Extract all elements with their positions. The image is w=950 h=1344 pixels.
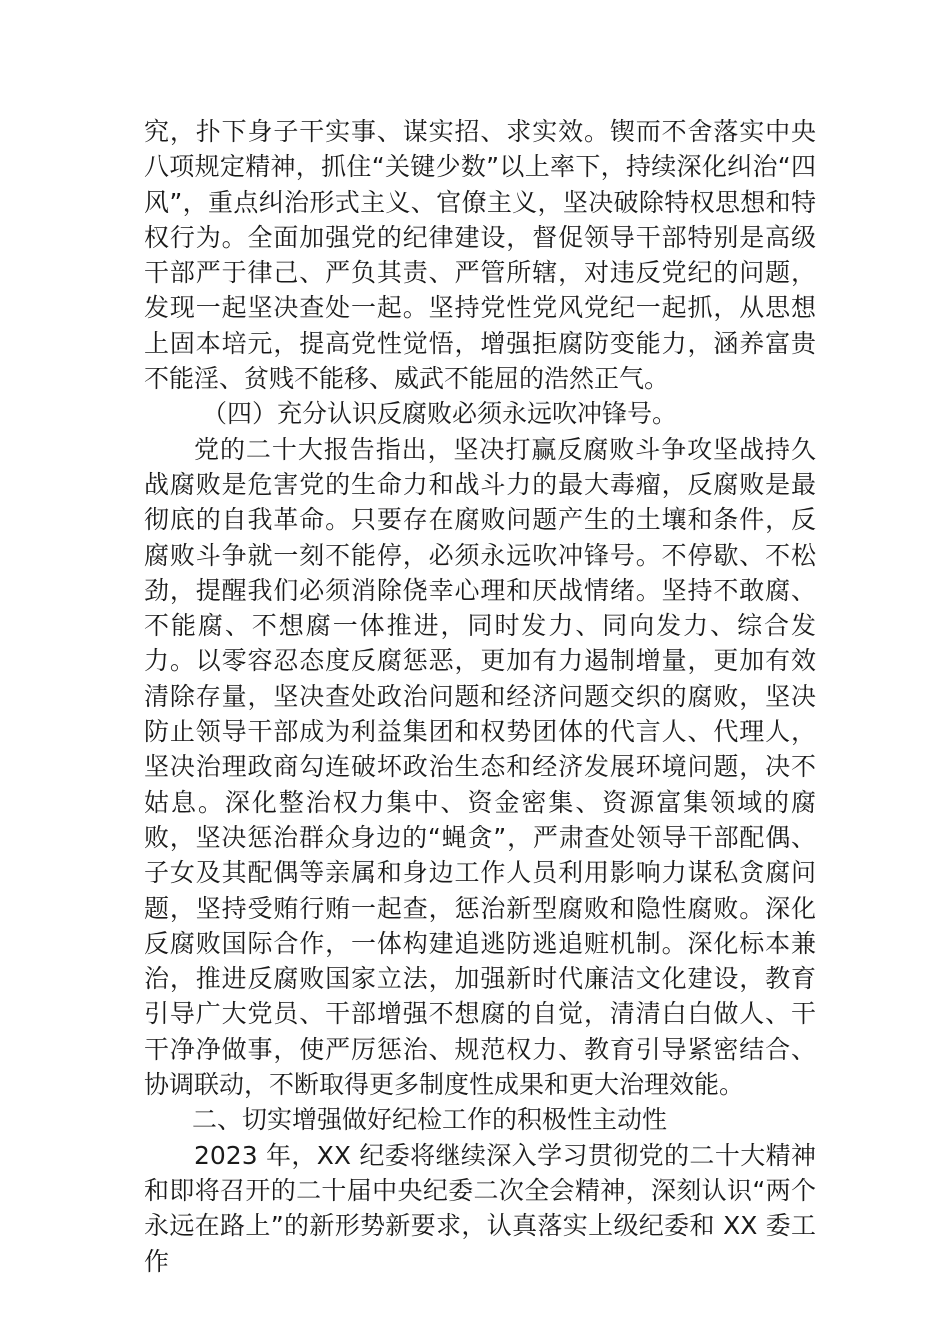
paragraph-section-two: 2023 年，XX 纪委将继续深入学习贯彻党的二十大精神和即将召开的二十届中央纪委二次全会精神，深刻认识“两个永远在路上”的新形势新要求，认真落实上级纪委和 XX 委工作 <box>144 1140 816 1276</box>
section-heading-two: 二、切实增强做好纪检工作的积极性主动性 <box>192 1105 668 1135</box>
paragraph-section-four: 党的二十大报告指出，坚决打赢反腐败斗争攻坚战持久战腐败是危害党的生命力和战斗力的最大毒瘤，反腐败是最彻底的自我革命。只要存在腐败问题产生的土壤和条件，反腐败斗争就一刻不能停，必须永远吹冲锋号。不停歇、不松劲，提醒我们必须消除侥幸心理和厌战情绪。坚持不敢腐、不能腐、不想腐一体推进，同时发力、同向发力、综合发力。以零容忍态度反腐惩恶，更加有力遏制增量，更加有效清除存量，坚决查处政治问题和经济问题交织的腐败，坚决防止领导干部成为利益集团和权势团体的代言人、代理人，坚决治理政商勾连破坏政治生态和经济发展环境问题，决不姑息。深化整治权力集中、资金密集、资源富集领域的腐败，坚决惩治群众身边的“蝇贪”，严肃查处领导干部配偶、子女及其配偶等亲属和身边工作人员利用影响力谋私贪腐问题，坚持受贿行贿一起查，惩治新型腐败和隐性腐败。深化反腐败国际合作，一体构建追逃防逃追赃机制。深化标本兼治，推进反腐败国家立法，加强新时代廉洁文化建设，教育引导广大党员、干部增强不想腐的自觉，清清白白做人、干干净净做事，使严厉惩治、规范权力、教育引导紧密结合、协调联动，不断取得更多制度性成果和更大治理效能。 <box>144 434 816 1100</box>
document-body <box>144 114 816 1279</box>
section-heading-four: （四）充分认识反腐败必须永远吹冲锋号。 <box>202 399 678 429</box>
paragraph-continuation: 究，扑下身子干实事、谋实招、求实效。锲而不舍落实中央八项规定精神，抓住“关键少数”以上率下，持续深化纠治“四风”，重点纠治形式主义、官僚主义，坚决破除特权思想和特权行为。全面加强党的纪律建设，督促领导干部特别是高级干部严于律己、严负其责、严管所辖，对违反党纪的问题，发现一起坚决查处一起。坚持党性党风党纪一起抓，从思想上固本培元，提高党性觉悟，增强拒腐防变能力，涵养富贵不能淫、贫贱不能移、威武不能屈的浩然正气。 <box>144 117 816 394</box>
